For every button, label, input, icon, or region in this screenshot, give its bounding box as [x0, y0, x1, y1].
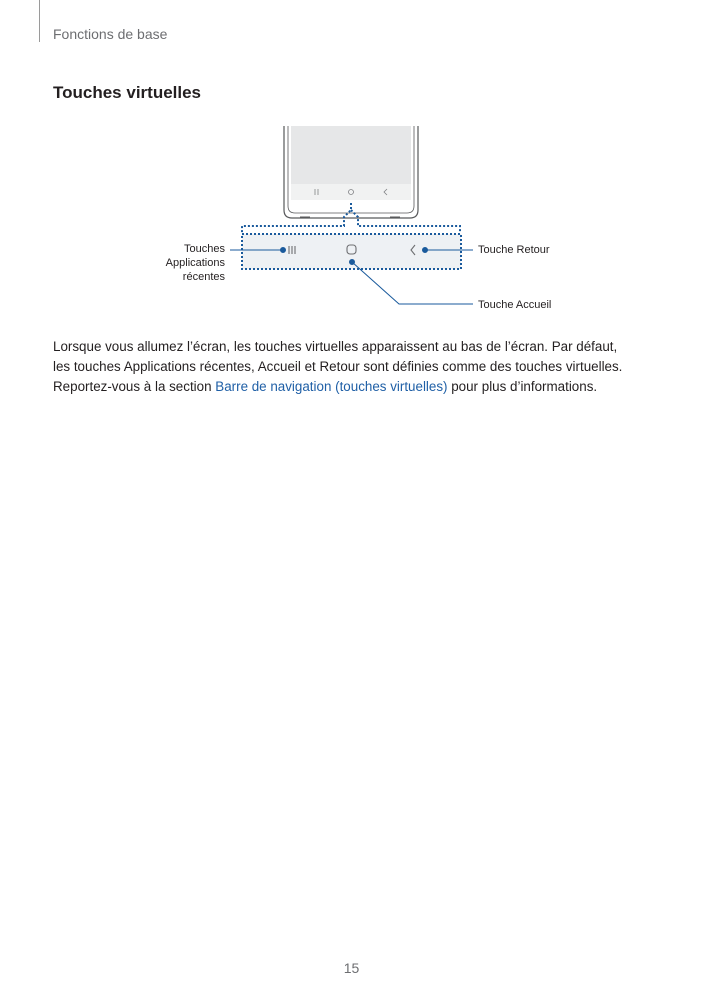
body-line: les touches Applications récentes, Accueil et Retour sont définies comme des touches virtuelles.: [53, 359, 623, 374]
home-pointer-dot: [350, 260, 355, 265]
navigation-buttons-figure: [0, 0, 703, 330]
recent-pointer-dot: [281, 248, 286, 253]
label-recent-apps: Touches Applications récentes: [165, 243, 225, 283]
section-title: Touches virtuelles: [53, 83, 202, 102]
body-paragraph: [53, 337, 653, 397]
body-line: Reportez-vous à la section Barre de navigation (touches virtuelles) pour plus d’informations.: [53, 379, 598, 394]
label-home-button: Touche Accueil: [478, 299, 552, 311]
navigation-bar-link[interactable]: Barre de navigation (touches virtuelles): [215, 379, 448, 394]
label-back-button: Touche Retour: [478, 244, 550, 256]
back-pointer-dot: [423, 248, 428, 253]
figure-illustration: [0, 0, 703, 330]
phone-screen: [291, 126, 411, 184]
body-line: Lorsque vous allumez l’écran, les touches virtuelles apparaissent au bas de l’écran. Par défaut,: [53, 339, 618, 354]
header-section-title: Fonctions de base: [53, 26, 168, 42]
phone-navbar: [291, 184, 411, 200]
page-number: 15: [343, 960, 360, 976]
